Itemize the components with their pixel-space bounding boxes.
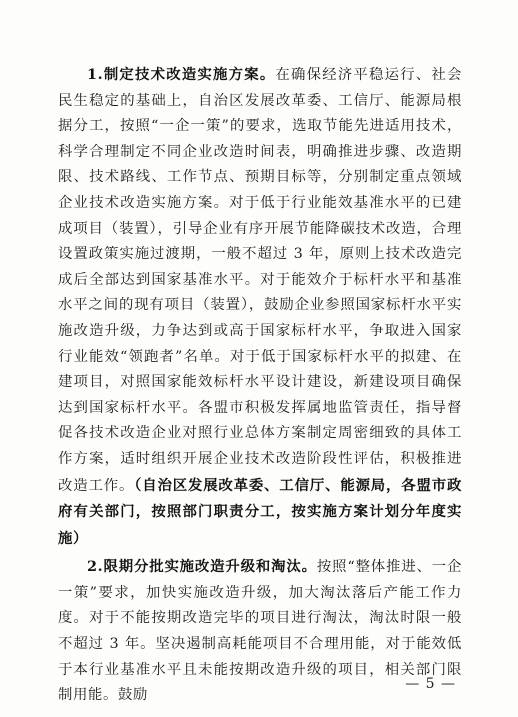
document-body [58,62,462,711]
paragraph-1-responsible-parties: （自治区发展改革委、工信厅、能源局，各盟市政府有关部门，按照部门职责分工，按实施方案计划分年度实施） [58,476,462,547]
paragraph-2-text: 按照“整体推进、一企一策”要求，加快实施改造升级，加大淘汰落后产能工作力度。对于不能按期改造完毕的项目进行淘汰，淘汰时限一般不超过 3 年。坚决遏制高耗能项目不合理用能，对于能效低于本行业基准水平且未能按期改造升级的项目，相关部门限制用能。鼓励 [58,559,463,704]
paragraph-1 [58,62,462,552]
paragraph-2-heading: 2.限期分批实施改造升级和淘汰。 [87,558,317,576]
paragraph-1-text: 在确保经济平稳运行、社会民生稳定的基础上，自治区发展改革委、工信厅、能源局根据分工，按照“一企一策”的要求，选取节能先进适用技术，科学合理制定不同企业改造时间表，明确推进步骤、改造期限、技术路线、工作节点、预期目标等，分别制定重点领域企业技术改造实施方案。对于低于行业能效基准水平的已建成项目（装置），引导企业有序开展节能降碳技术改造，合理设置政策实施过渡期，一般不超过 3 年，原则上技术改造完成后全部达到国家基准水平。对于能效介于标杆水平和基准水平之间的现有项目（装置），鼓励企业参照国家标杆水平实施改造升级，力争达到或高于国家标杆水平，争取进入国家行业能效“领跑者”名单。对于低于国家标杆水平的拟建、在建项目，对照国家能效标杆水平设计建设，新建设项目确保达到国家标杆水平。各盟市积极发挥属地监管责任，指导督促各技术改造企业对照行业总体方案制定周密细致的具体工作方案，适时组织开展企业技术改造阶段性评估，积极推进改造工作。 [58,67,462,494]
paragraph-1-heading: 1.制定技术改造实施方案。 [87,66,276,83]
page-number: — 5 — [405,676,456,692]
paragraph-2 [58,554,462,709]
